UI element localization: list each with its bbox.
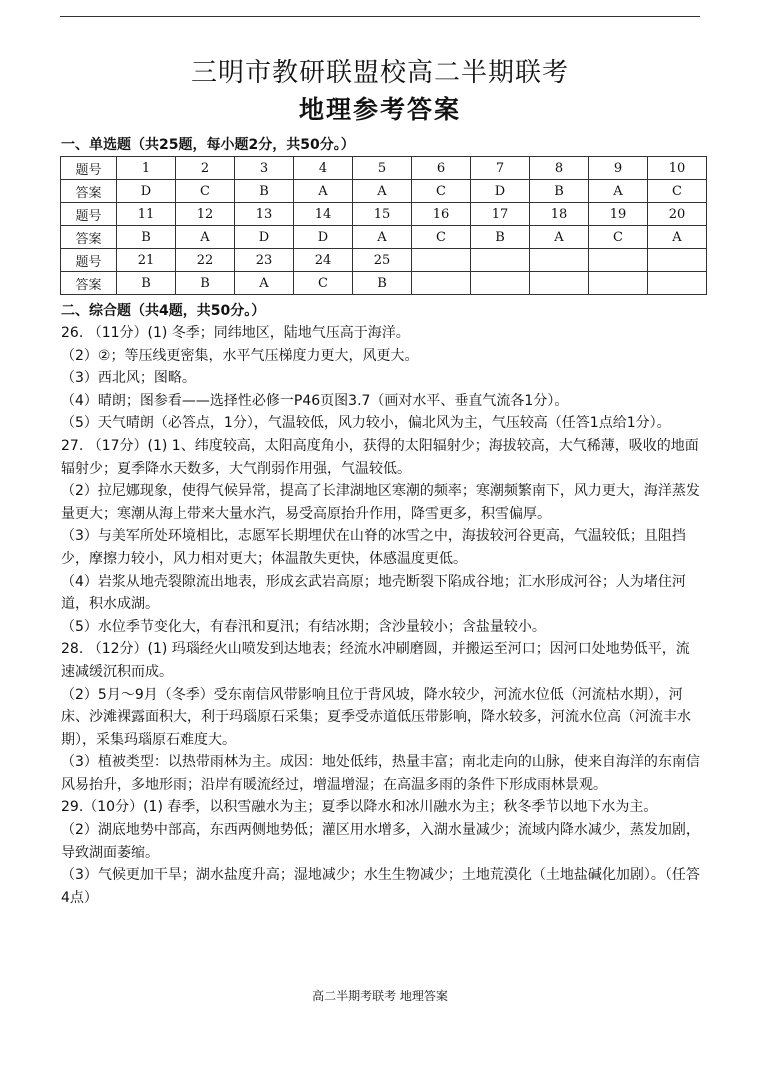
row-header-cell: 答案 [61,272,117,295]
table-cell: 3 [234,157,293,180]
table-cell: C [411,226,470,249]
table-cell: A [175,226,234,249]
table-cell: 20 [647,203,706,226]
table-cell [529,249,588,272]
table-cell: D [470,180,529,203]
table-cell: B [234,180,293,203]
table-row [61,180,707,203]
answer-line: （3）西北风；图略。 [61,370,196,387]
table-cell: 7 [470,157,529,180]
row-header-cell: 答案 [61,226,117,249]
table-cell [411,249,470,272]
row-header-cell: 题号 [61,203,117,226]
table-cell: C [588,226,647,249]
answer-line: （5）水位季节变化大，有春汛和夏汛；有结冰期；含沙量较小；含盐量较小。 [61,618,546,635]
table-cell: 12 [175,203,234,226]
table-cell: 21 [116,249,175,272]
page-title: 三明市教研联盟校高二半期联考 [190,58,569,88]
table-cell: 14 [293,203,352,226]
table-cell: D [234,226,293,249]
page-footer: 高二半期考联考 地理答案 [312,989,448,1003]
table-cell: 11 [116,203,175,226]
table-cell: A [647,226,706,249]
table-cell: D [293,226,352,249]
answer-table [60,156,707,295]
table-cell: 18 [529,203,588,226]
table-cell: 15 [352,203,411,226]
table-cell: 17 [470,203,529,226]
table-cell [470,272,529,295]
table-cell: 19 [588,203,647,226]
table-cell: 1 [116,157,175,180]
row-header-cell: 题号 [61,157,117,180]
top-rule [60,16,700,17]
answer-line: （2）湖底地势中部高，东西两侧地势低；灌区用水增多，入湖水量减少；流域内降水减少，蒸发加剧，导致湖面萎缩。 [61,822,700,861]
table-cell: C [293,272,352,295]
answer-line: （2）拉尼娜现象，使得气候异常，提高了长津湖地区寒潮的频率；寒潮频繁南下，风力更大，海洋蒸发量更大；寒潮从海上带来大量水汽，易受高原抬升作用，降雪更多，积雪偏厚。 [61,483,700,522]
table-cell: 2 [175,157,234,180]
table-cell: C [647,180,706,203]
table-cell: A [588,180,647,203]
table-cell: B [470,226,529,249]
row-header-cell: 答案 [61,180,117,203]
table-cell: 23 [234,249,293,272]
table-cell: B [116,272,175,295]
answer-line: （2）5月～9月（冬季）受东南信风带影响且位于背风坡，降水较少，河流水位低（河流枯水期），河床、沙滩裸露面积大，利于玛瑙原石采集；夏季受赤道低压带影响，降水较多，河流水位高（河流丰水期），采集玛瑙原石难度大。 [61,686,691,748]
section-2-heading: 二、综合题（共4题，共50分。） [61,303,266,319]
table-cell: B [352,272,411,295]
answer-line: （4）岩浆从地壳裂隙流出地表，形成玄武岩高原；地壳断裂下陷成谷地；汇水形成河谷；人为堵住河道，积水成湖。 [61,573,686,613]
row-header-cell: 题号 [61,249,117,272]
table-cell: A [529,226,588,249]
table-cell [529,272,588,295]
section-1-heading: 一、单选题（共25题，每小题2分，共50分。） [61,137,355,153]
table-row [61,272,707,295]
table-cell: 24 [293,249,352,272]
table-row [61,249,707,272]
table-cell: 6 [411,157,470,180]
answer-line: （4）晴朗；图参看——选择性必修一P46页图3.7（画对水平、垂直气流各1分）。 [61,392,569,409]
table-row [61,226,707,249]
table-cell: B [529,180,588,203]
table-cell: B [116,226,175,249]
table-cell: 22 [175,249,234,272]
table-cell: A [352,226,411,249]
table-cell: C [175,180,234,203]
table-cell: A [352,180,411,203]
table-cell: 10 [647,157,706,180]
table-cell [647,272,706,295]
table-cell: 9 [588,157,647,180]
table-cell: A [234,272,293,295]
table-cell: C [411,180,470,203]
answer-line: （2）②；等压线更密集，水平气压梯度力更大，风更大。 [61,347,419,364]
table-cell [411,272,470,295]
answer-line: （3）与美军所处环境相比，志愿军长期埋伏在山脊的冰雪之中，海拔较河谷更高，气温较低；且阻挡少，摩擦力较小，风力相对更大；体温散失更快，体感温度更低。 [61,528,686,567]
table-cell: 4 [293,157,352,180]
table-cell: 8 [529,157,588,180]
table-row [61,157,707,180]
table-cell [588,249,647,272]
answer-line: 28. （12分）(1) 玛瑙经火山喷发到达地表；经流水冲刷磨圆，并搬运至河口；因河口处地势低平，流速减缓沉积而成。 [61,641,690,680]
table-cell: D [116,180,175,203]
answer-line: 29.（10分）(1) 春季，以积雪融水为主；夏季以降水和冰川融水为主；秋冬季节以地下水为主。 [61,799,658,816]
table-cell [470,249,529,272]
answer-line: （5）天气晴朗（必答点，1分），气温较低，风力较小，偏北风为主，气压较高（任答1点给1分）。 [61,415,671,432]
table-cell [588,272,647,295]
table-cell: 16 [411,203,470,226]
table-cell: 5 [352,157,411,180]
table-cell: 25 [352,249,411,272]
table-cell: A [293,180,352,203]
answer-line: （3）气候更加干旱；湖水盐度升高；湿地减少；水生生物减少；土地荒漠化（土地盐碱化加剧）。（任答4点） [61,867,700,906]
answer-body [61,322,701,909]
page-subtitle: 地理参考答案 [298,95,461,124]
table-cell: 13 [234,203,293,226]
answer-line: 27. （17分）(1) 1、纬度较高，太阳高度角小，获得的太阳辐射少；海拔较高，大气稀薄，吸收的地面辐射少；夏季降水天数多，大气削弱作用强，气温较低。 [61,437,699,477]
table-cell: B [175,272,234,295]
table-cell [647,249,706,272]
answer-line: 26. （11分）(1) 冬季；同纬地区，陆地气压高于海洋。 [61,325,410,341]
table-row [61,203,707,226]
answer-line: （3）植被类型：以热带雨林为主。成因：地处低纬，热量丰富；南北走向的山脉，使来自海洋的东南信风易抬升，多地形雨；沿岸有暖流经过，增温增湿；在高温多雨的条件下形成雨林景观。 [61,754,700,793]
